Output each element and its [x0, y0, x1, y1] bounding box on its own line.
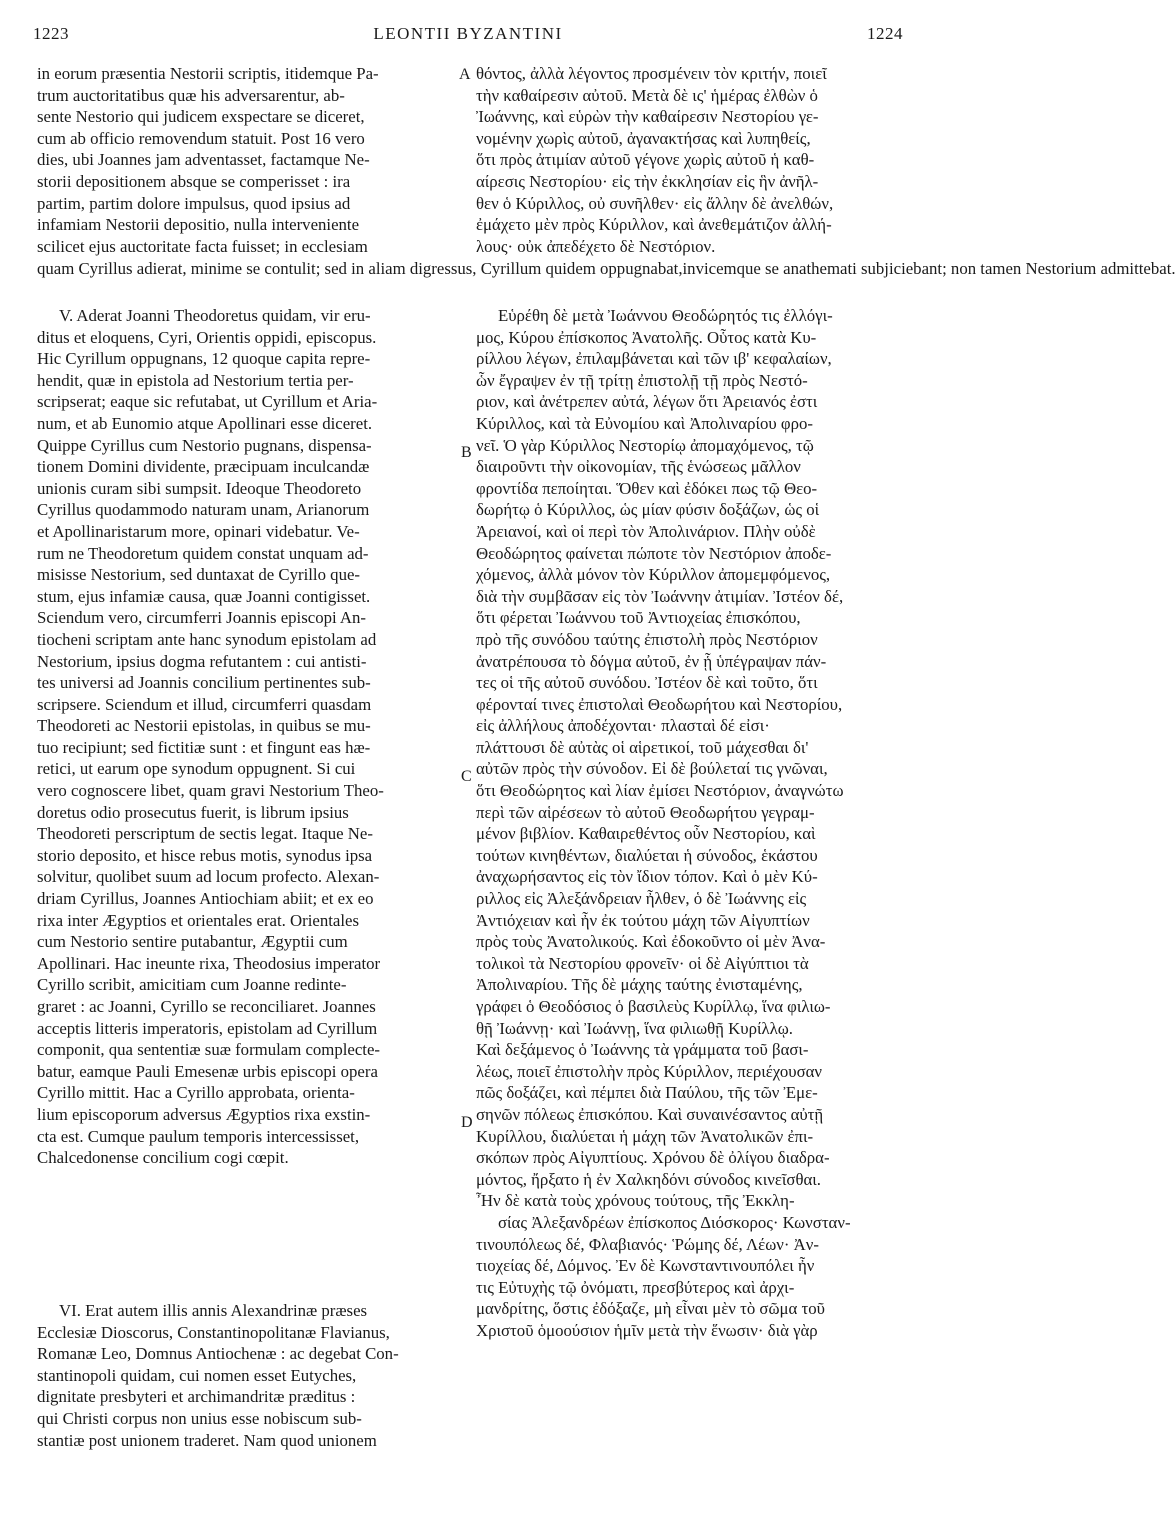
- text-line: δωρήτῳ ὁ Κύριλλος, ὡς μίαν φύσιν δοξάζων, ὡς οἱ: [476, 500, 820, 520]
- text-line: Apollinari. Hac ineunte rixa, Theodosius imperator: [37, 953, 381, 973]
- text-line: lium episcoporum adversus Ægyptios rixa exstin-: [37, 1104, 371, 1124]
- text-line: πρὸ τῆς συνόδου ταύτης ἐπιστολὴ πρὸς Νεστόριον: [476, 629, 818, 649]
- text-line: scilicet ejus auctoritate facta fuisset; in ecclesiam: [37, 236, 368, 256]
- text-line: graret : ac Joanni, Cyrillo se reconciliaret. Joannes: [37, 997, 376, 1016]
- text-line: Ἦν δὲ κατὰ τοὺς χρόνους τούτους, τῆς Ἐκκλη-: [476, 1191, 795, 1211]
- text-line: ρίλλου λέγων, ἐπιλαμβάνεται καὶ τῶν ιβ' κεφαλαίων,: [476, 349, 832, 369]
- text-line: μένον βιβλίον. Καθαιρεθέντος οὖν Νεστορίου, καὶ: [476, 824, 816, 844]
- text-line: τις Εὐτυχὴς τῷ ὀνόματι, πρεσβύτερος καὶ ἀρχι-: [476, 1277, 795, 1297]
- text-line: διαιροῦντι τὴν οἰκονομίαν, τῆς ἑνώσεως μᾶλλον: [476, 457, 801, 477]
- text-line: scripsere. Sciendum et illud, circumferri quasdam: [37, 694, 372, 714]
- text-line: dies, ubi Joannes jam adventasset, factamque Ne-: [37, 150, 370, 170]
- latin-column-main: [37, 305, 455, 1169]
- text-line: acceptis litteris imperatoris, epistolam ad Cyrillum: [37, 1018, 378, 1038]
- text-line: θῇ Ἰωάννῃ· καὶ Ἰωάννῃ, ἵνα φιλιωθῇ Κυρίλλῳ.: [476, 1018, 793, 1038]
- text-line: ἀνατρέπουσα τὸ δόγμα αὐτοῦ, ἐν ᾗ ὑπέγραψαν πάν-: [476, 651, 827, 671]
- text-line: Χριστοῦ ὁμοούσιον ἡμῖν μετὰ τὴν ἕνωσιν· διὰ γὰρ: [476, 1320, 818, 1340]
- text-line: invicemque se anathemati subjiciebant; non tamen Nestorium admittebat.: [682, 259, 1176, 278]
- text-line: ὅτι φέρεται Ἰωάννου τοῦ Ἀντιοχείας ἐπισκόπου,: [476, 608, 801, 628]
- text-line: componit, qua sententiæ suæ formulam complecte-: [37, 1040, 381, 1060]
- text-line: Ἀπολιναρίου. Τῆς δὲ μάχης ταύτης ἐνισταμένης,: [476, 975, 803, 995]
- text-line: batur, eamque Pauli Emesenæ urbis episcopi opera: [37, 1061, 378, 1081]
- text-line: quam Cyrillus adierat, minime se contulit; sed in aliam digressus, Cyrillum quidem oppugnabat,: [37, 259, 683, 278]
- text-line: διὰ τὴν συμβᾶσαν εἰς τὸν Ἰωάννην ἀτιμίαν. Ἰστέον δέ,: [476, 586, 844, 606]
- text-line: νομένην χωρὶς αὐτοῦ, ἀγανακτήσας καὶ λυπηθείς,: [476, 128, 811, 148]
- text-line: tionem Domini dividente, præcipuam inculcandæ: [37, 457, 370, 477]
- text-line: πρὸς τοὺς Ἀνατολικούς. Καὶ ἐδοκοῦντο οἱ μὲν Ἀνα-: [476, 932, 826, 952]
- text-line: τολικοὶ τὰ Νεστορίου φρονεῖν· οἱ δὲ Αἰγύπτιοι τὰ: [476, 953, 809, 973]
- page-header: [33, 10, 903, 50]
- text-line: retici, ut earum ope synodum oppugnent. Si cui: [37, 759, 356, 779]
- text-line: νεῖ. Ὁ γὰρ Κύριλλος Νεστορίῳ ἀπομαχόμενος, τῷ: [476, 435, 814, 455]
- text-line: Ecclesiæ Dioscorus, Constantinopolitanæ Flavianus,: [37, 1322, 390, 1342]
- text-line: τες οἱ τῆς αὐτοῦ συνόδου. Ἰστέον δὲ καὶ τοῦτο, ὅτι: [476, 673, 818, 693]
- text-line: σηνῶν πόλεως ἐπισκόπου. Καὶ συναινέσαντος αὐτῇ: [476, 1104, 824, 1124]
- text-line: τὴν καθαίρεσιν αὐτοῦ. Μετὰ δὲ ις' ἡμέρας ἐλθὼν ὁ: [476, 85, 818, 105]
- text-line: θεν ὁ Κύριλλος, οὐ συνῆλθεν· εἰς ἄλλην δὲ ἀνελθών,: [476, 193, 834, 213]
- text-line: stantinopoli quidam, cui nomen esset Eutyches,: [37, 1365, 357, 1385]
- text-line: hendit, quæ in epistola ad Nestorium tertia per-: [37, 370, 354, 390]
- text-line: Ἀρειανοί, καὶ οἱ περὶ τὸν Ἀπολινάριον. Πλὴν οὐδὲ: [476, 521, 816, 541]
- text-line: ἐμάχετο μὲν πρὸς Κύριλλον, καὶ ἀνεθεμάτιζον ἀλλή-: [476, 215, 832, 235]
- greek-column-main: [476, 305, 900, 1342]
- text-line: Κύριλλος, καὶ τὰ Εὐνομίου καὶ Ἀπολιναρίου φρο-: [476, 413, 813, 433]
- latin-column-top: [37, 63, 455, 257]
- text-line: Nestorium, ipsius dogma refutantem : cui antisti-: [37, 651, 367, 671]
- text-line: Romanæ Leo, Domnus Antiochenæ : ac degebat Con-: [37, 1344, 399, 1364]
- margin-marker-a: A: [459, 66, 471, 83]
- text-line: tuo recipiunt; sed fictitiæ sunt : et fingunt eas hæ-: [37, 737, 371, 757]
- text-line: et Apollinaristarum more, opinari videbatur. Ve-: [37, 521, 360, 541]
- text-line: Ἰωάννης, καὶ εὑρὼν τὴν καθαίρεσιν Νεστορίου γε-: [476, 107, 819, 127]
- text-line: storii depositionem absque se comperisset : ira: [37, 171, 351, 191]
- text-line: θόντος, ἀλλὰ λέγοντος προσμένειν τὸν κριτήν, ποιεῖ: [476, 64, 827, 83]
- text-line: qui Christi corpus non unius esse nobiscum sub-: [37, 1408, 362, 1428]
- text-line: ditus et eloquens, Cyri, Orientis oppidi, episcopus.: [37, 327, 377, 347]
- text-line: Chalcedonense concilium cogi cœpit.: [37, 1148, 289, 1168]
- text-line: cta est. Cumque paulum temporis intercessisset,: [37, 1126, 360, 1146]
- text-line: αίρεσις Νεστορίου· εἰς τὴν ἐκκλησίαν εἰς ἣν ἀνῆλ-: [476, 171, 819, 191]
- text-line: solvitur, quolibet suum ad locum profecto. Alexan-: [37, 867, 380, 887]
- text-line: cum Nestorio sentire putabantur, Ægyptii cum: [37, 932, 348, 952]
- text-line: tes universi ad Joannis concilium pertinentes sub-: [37, 673, 371, 693]
- text-line: Cyrillo mittit. Hac a Cyrillo approbata, orienta-: [37, 1083, 355, 1103]
- text-line: storio deposito, et hisce rebus motis, synodus ipsa: [37, 845, 373, 865]
- text-line: πῶς δοξάζει, καὶ πέμπει διὰ Παύλου, τῆς τῶν Ἐμε-: [476, 1083, 818, 1103]
- text-line: μανδρίτης, ὅστις ἐδόξαζε, μὴ εἶναι μὲν τὸ σῶμα τοῦ: [476, 1299, 825, 1319]
- page-number-right: 1224: [867, 24, 903, 43]
- text-line: misisse Nestorium, sed duntaxat de Cyrillo que-: [37, 565, 360, 585]
- text-line: dignitate presbyteri et archimandritæ præditus :: [37, 1387, 356, 1407]
- text-line: Ἀντιόχειαν καὶ ἦν ἐκ τούτου μάχη τῶν Αἰγυπτίων: [476, 910, 810, 930]
- margin-marker-c: C: [461, 768, 472, 785]
- text-line: Hic Cyrillum oppugnans, 12 quoque capita repre-: [37, 349, 371, 369]
- text-line: rum ne Theodoretum quidem constat unquam ad-: [37, 543, 369, 563]
- text-line: scripserat; eaque sic refutabat, ut Cyrillum et Aria-: [37, 392, 378, 412]
- text-line: Sciendum vero, circumferri Joannis episcopi An-: [37, 608, 367, 628]
- page-number-left: 1223: [33, 24, 69, 43]
- text-line: Κυρίλλου, διαλύεται ἡ μάχη τῶν Ἀνατολικῶν ἐπι-: [476, 1126, 814, 1146]
- text-line: χόμενος, ἀλλὰ μόνον τὸν Κύριλλον ἀπομεμφόμενος,: [476, 565, 831, 585]
- text-line: τιοχείας δέ, Δόμνος. Ἐν δὲ Κωνσταντινουπόλει ἦν: [476, 1256, 815, 1276]
- text-line: cum ab officio removendum statuit. Post 16 vero: [37, 128, 365, 148]
- margin-marker-b: B: [461, 444, 472, 461]
- text-line: Quippe Cyrillus cum Nestorio pugnans, dispensa-: [37, 435, 372, 455]
- text-line: Καὶ δεξάμενος ὁ Ἰωάννης τὰ γράμματα τοῦ βασι-: [476, 1040, 809, 1060]
- text-line: σκόπων πρὸς Αἰγυπτίους. Χρόνου δὲ ὀλίγου διαδρα-: [476, 1148, 830, 1168]
- text-line: σίας Ἀλεξανδρέων ἐπίσκοπος Διόσκορος· Κωνσταν-: [498, 1212, 851, 1232]
- text-line: infamiam Nestorii depositio, nulla interveniente: [37, 215, 360, 235]
- text-line: ἀναχωρήσαντος εἰς τὸν ἴδιον τόπον. Καὶ ὁ μὲν Κύ-: [476, 867, 818, 887]
- text-line: stantiæ post unionem traderet. Nam quod unionem: [37, 1430, 377, 1450]
- text-line: φέρονταί τινες ἐπιστολαὶ Θεοδωρήτου καὶ Νεστορίου,: [476, 694, 843, 714]
- text-line: Εὑρέθη δὲ μετὰ Ἰωάννου Θεοδώρητός τις ἐλλόγι-: [498, 306, 833, 325]
- text-line: sente Nestorio qui judicem exspectare se diceret,: [37, 107, 365, 127]
- text-line: rixa inter Ægyptios et orientales erat. Orientales: [37, 910, 359, 930]
- text-line: in eorum præsentia Nestorii scriptis, itidemque Pa-: [37, 64, 379, 83]
- text-line: λους· οὐκ ἀπεδέχετο δὲ Νεστόριον.: [476, 236, 716, 256]
- text-line: ὅτι Θεοδώρητος καὶ λίαν ἐμίσει Νεστόριον, ἀναγνώτω: [476, 781, 844, 801]
- text-line: ὅτι πρὸς ἀτιμίαν αὐτοῦ γέγονε χωρὶς αὐτοῦ ἡ καθ-: [476, 150, 815, 170]
- text-line: μόντος, ἤρξατο ἡ ἐν Χαλκηδόνι σύνοδος κινεῖσθαι.: [476, 1169, 821, 1189]
- text-line: λέως, ποιεῖ ἐπιστολὴν πρὸς Κύριλλον, περιέχουσαν: [476, 1061, 823, 1081]
- text-line: τινουπόλεως δέ, Φλαβιανός· Ῥώμης δέ, Λέων· Ἀν-: [476, 1234, 819, 1254]
- greek-column-top: [476, 63, 900, 257]
- text-line: πλάττουσι δὲ αὐτὰς οἱ αἱρετικοί, τοῦ μάχεσθαι δι': [476, 737, 809, 757]
- text-line: μος, Κύρου ἐπίσκοπος Ἀνατολῆς. Οὗτος κατὰ Κυ-: [476, 327, 817, 347]
- text-line: doretus odio prosecutus fuerit, is librum ipsius: [37, 802, 349, 822]
- text-line: ριλλος εἰς Ἀλεξάνδρειαν ἦλθεν, ὁ δὲ Ἰωάννης εἰς: [476, 889, 807, 909]
- full-width-lines: [37, 258, 1176, 280]
- text-line: trum auctoritatibus quæ his adversarentur, ab-: [37, 85, 345, 105]
- text-line: Θεοδώρητος φαίνεται πώποτε τὸν Νεστόριον ἀποδε-: [476, 543, 832, 563]
- text-line: num, et ab Eunomio atque Apollinari esse diceret.: [37, 413, 373, 433]
- text-line: Cyrillo scribit, amicitiam cum Joanne redinte-: [37, 975, 347, 995]
- text-line: partim, partim dolore impulsus, quod ipsius ad: [37, 193, 351, 213]
- text-line: τούτων κινηθέντων, διαλύεται ἡ σύνοδος, ἑκάστου: [476, 845, 818, 865]
- text-line: ριον, καὶ ἀνέτρεπεν αὐτά, λέγων ὅτι Ἀρειανός ἐστι: [476, 392, 818, 412]
- text-line: tiocheni scriptam ante hanc synodum epistolam ad: [37, 629, 377, 649]
- running-title: LEONTII BYZANTINI: [373, 24, 563, 43]
- text-line: V. Aderat Joanni Theodoretus quidam, vir eru-: [59, 306, 371, 325]
- text-line: Cyrillus quodammodo naturam unam, Arianorum: [37, 500, 370, 520]
- margin-marker-d: D: [461, 1114, 473, 1131]
- text-line: Theodoreti perscriptum de sectis legat. Itaque Ne-: [37, 824, 373, 844]
- text-line: περὶ τῶν αἱρέσεων τὸ αὐτοῦ Θεοδωρήτου γεγραμ-: [476, 802, 815, 822]
- text-line: ὧν ἔγραψεν ἐν τῇ τρίτῃ ἐπιστολῇ τῇ πρὸς Νεστό-: [476, 370, 808, 390]
- latin-section-vi: [37, 1300, 455, 1451]
- text-line: αὐτῶν πρὸς τὴν σύνοδον. Εἰ δὲ βούλεταί τις γνῶναι,: [476, 759, 828, 779]
- text-line: vero cognoscere libet, quam gravi Nestorium Theo-: [37, 781, 384, 801]
- text-line: stum, ejus infamiæ causa, quæ Joanni contigisset.: [37, 586, 371, 606]
- text-line: unionis curam sibi sumpsit. Ideoque Theodoreto: [37, 478, 362, 498]
- text-line: φροντίδα πεποίηται. Ὅθεν καὶ ἐδόκει πως τῷ Θεο-: [476, 478, 818, 498]
- text-line: VI. Erat autem illis annis Alexandrinæ præses: [59, 1301, 368, 1320]
- text-line: Theodoreti ac Nestorii epistolas, in quibus se mu-: [37, 716, 371, 736]
- text-line: εἰς ἀλλήλους ἀποδέχονται· πλασταὶ δέ εἰσι·: [476, 716, 770, 736]
- text-line: driam Cyrillus, Joannes Antiochiam abiit; et ex eo: [37, 889, 374, 909]
- text-line: γράφει ὁ Θεοδόσιος ὁ βασιλεὺς Κυρίλλῳ, ἵνα φιλιω-: [476, 997, 831, 1016]
